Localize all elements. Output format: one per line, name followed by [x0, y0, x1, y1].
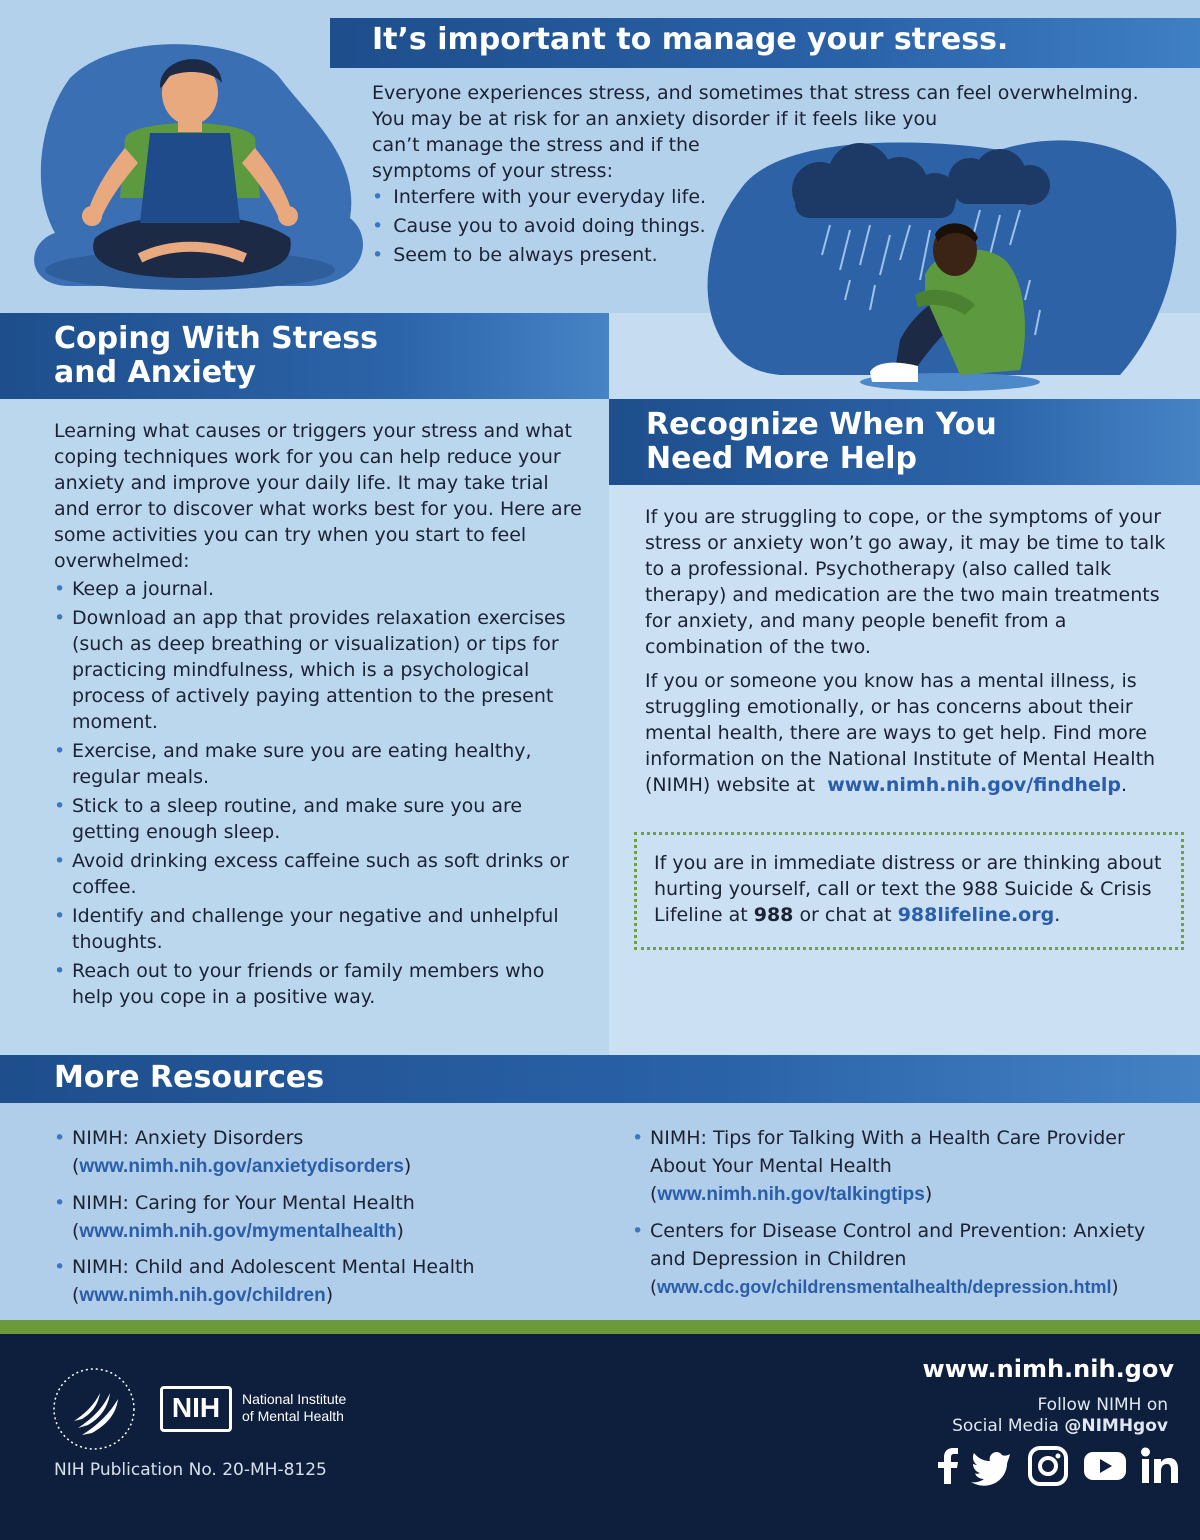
resource-item: • NIMH: Anxiety Disorders (www.nimh.nih.gov/anxietydisorders) — [54, 1124, 594, 1181]
meditation-illustration — [30, 38, 375, 293]
top-intro-line: You may be at risk for an anxiety disorder if it feels like you — [372, 108, 938, 130]
top-bullet: • Cause you to avoid doing things. — [372, 215, 706, 237]
follow-line: Follow NIMH on — [1037, 1395, 1168, 1415]
top-title: It’s important to manage your stress. — [372, 22, 1009, 57]
resource-label: • NIMH: Caring for Your Mental Health — [72, 1192, 415, 1214]
resource-link[interactable]: www.nimh.nih.gov/children — [79, 1285, 326, 1306]
hhs-seal-icon — [48, 1363, 140, 1455]
top-bullet: • Interfere with your everyday life. — [372, 186, 706, 208]
list-item: • Avoid drinking excess caffeine such as soft drinks or coffee. — [54, 848, 584, 900]
coping-title — [54, 322, 378, 390]
resource-item: • NIMH: Tips for Talking With a Health Care Provider About Your Mental Health (www.nimh.nih.gov/talkingtips) — [632, 1124, 1167, 1209]
resource-link[interactable]: www.cdc.gov/childrensmentalhealth/depression.html — [657, 1277, 1112, 1297]
list-item: • Stick to a sleep routine, and make sure you are getting enough sleep. — [54, 793, 584, 845]
top-intro-line: Everyone experiences stress, and sometimes that stress can feel overwhelming. — [372, 82, 1139, 104]
coping-title-line: Coping With Stress — [54, 321, 378, 356]
crisis-callout-text: If you are in immediate distress or are thinking about hurting yourself, call or text the 988 Suicide & Crisis Lifeline at 988 or chat at 988lifeline.org. — [654, 852, 1162, 926]
recognize-title-line: Need More Help — [646, 441, 917, 476]
recognize-paragraph-2: If you or someone you know has a mental illness, is struggling emotionally, or has concerns about their mental health, there are ways to get help. Find more information on the National Institute of Mental Health (NIMH) website at www.nimh.nih.gov/findhelp. — [645, 670, 1156, 796]
list-item: • Download an app that provides relaxation exercises (such as deep breathing or visualization) or tips for practicing mindfulness, which is a psychological process of actively paying attention to the present moment. — [54, 605, 584, 735]
list-item: • Identify and challenge your negative and unhelpful thoughts. — [54, 903, 584, 955]
top-intro-line: symptoms of your stress: — [372, 160, 613, 182]
distressed-person-illustration — [700, 130, 1180, 395]
resource-label: • NIMH: Child and Adolescent Mental Health — [72, 1256, 475, 1278]
crisis-number: 988 — [753, 904, 794, 926]
resource-link[interactable]: www.nimh.nih.gov/mymentalhealth — [79, 1221, 397, 1242]
social-icons — [930, 1444, 1180, 1488]
youtube-icon[interactable] — [1084, 1452, 1126, 1480]
instagram-icon[interactable] — [1030, 1448, 1066, 1484]
resource-label: • NIMH: Tips for Talking With a Health Care Provider About Your Mental Health — [650, 1127, 1125, 1177]
coping-activities-list — [54, 576, 584, 1013]
resource-label: • NIMH: Anxiety Disorders — [72, 1127, 304, 1149]
988lifeline-link[interactable]: 988lifeline.org — [897, 904, 1055, 926]
resource-label: • Centers for Disease Control and Prevention: Anxiety and Depression in Children — [650, 1220, 1146, 1270]
coping-title-line: and Anxiety — [54, 355, 256, 390]
list-item: • Reach out to your friends or family members who help you cope in a positive way. — [54, 958, 584, 1010]
nimh-name-line: of Mental Health — [242, 1408, 344, 1424]
publication-number: NIH Publication No. 20-MH-8125 — [54, 1460, 327, 1480]
follow-social-text — [900, 1395, 1168, 1437]
resources-title: More Resources — [54, 1060, 325, 1095]
resource-item: • NIMH: Child and Adolescent Mental Health (www.nimh.nih.gov/children) — [54, 1253, 594, 1310]
linkedin-icon[interactable] — [1141, 1448, 1178, 1484]
nih-logo: NIH — [160, 1386, 232, 1432]
follow-line: Social Media — [952, 1416, 1059, 1436]
crisis-mid-text: or chat at — [799, 904, 892, 926]
resource-link[interactable]: www.nimh.nih.gov/anxietydisorders — [79, 1156, 404, 1177]
recognize-paragraph-2-text: If you or someone you know has a mental illness, is struggling emotionally, or has concerns about their mental health, there are ways to get help. Find more information on the National Institute of Mental Health (NIMH) website at — [645, 670, 1156, 796]
nimh-name-line: National Institute — [242, 1391, 347, 1407]
resource-item: • NIMH: Caring for Your Mental Health (www.nimh.nih.gov/mymentalhealth) — [54, 1189, 594, 1246]
list-item: • Keep a journal. — [54, 576, 584, 602]
footer-accent-line — [0, 1320, 1200, 1334]
top-bullet: • Seem to be always present. — [372, 244, 658, 266]
twitter-icon[interactable] — [971, 1452, 1010, 1486]
resource-item: • Centers for Disease Control and Prevention: Anxiety and Depression in Children (www.cdc.gov/childrensmentalhealth/depression.html) — [632, 1217, 1180, 1302]
nimh-website-link[interactable]: www.nimh.nih.gov — [922, 1355, 1174, 1383]
list-item: • Exercise, and make sure you are eating healthy, regular meals. — [54, 738, 584, 790]
top-intro-line: can’t manage the stress and if the — [372, 134, 700, 156]
crisis-text: If you are in immediate distress or are thinking about hurting yourself, call or text the 988 Suicide & Crisis Lifeline at — [654, 852, 1162, 926]
recognize-title-line: Recognize When You — [646, 407, 997, 442]
facebook-icon[interactable] — [938, 1448, 958, 1484]
findhelp-link[interactable]: www.nimh.nih.gov/findhelp — [827, 774, 1121, 796]
coping-intro: Learning what causes or triggers your stress and what coping techniques work for you can help reduce your anxiety and improve your daily life. It may take trial and error to discover what works best for you. Here are some activities you can try when you start to feel overwhelmed: — [54, 420, 582, 572]
nimh-name — [242, 1391, 346, 1425]
recognize-paragraph-1: If you are struggling to cope, or the symptoms of your stress or anxiety won’t go away, it may be time to talk to a professional. Psychotherapy (also called talk therapy) and medication are the two main treatments for anxiety, and many people benefit from a combination of the two. — [645, 506, 1166, 658]
social-handle: @NIMHgov — [1064, 1416, 1168, 1436]
recognize-title — [646, 408, 997, 476]
resource-link[interactable]: www.nimh.nih.gov/talkingtips — [657, 1184, 925, 1205]
